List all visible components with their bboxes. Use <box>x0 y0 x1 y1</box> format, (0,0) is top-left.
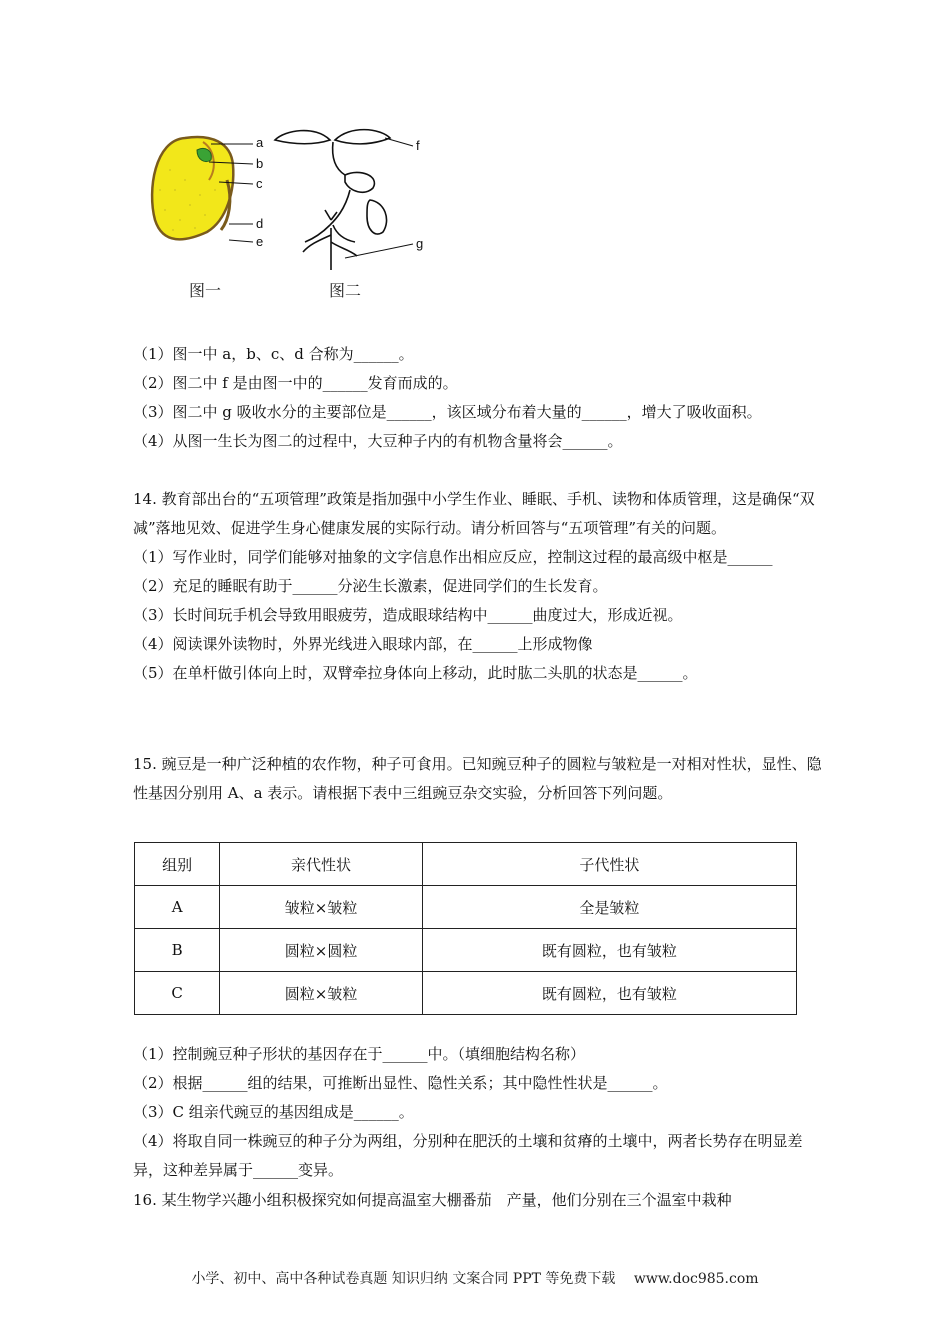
q14-item-5: （5）在单杆做引体向上时，双臂牵拉身体向上移动，此时肱二头肌的状态是______。 <box>133 664 698 682</box>
q13-item-2: （2）图二中 f 是由图一中的______发育而成的。 <box>133 374 458 392</box>
table-cell: 圆粒×皱粒 <box>220 972 422 1015</box>
q15-item-2: （2）根据______组的结果，可推断出显性、隐性关系；其中隐性性状是______。 <box>133 1074 668 1092</box>
q13-item-1: （1）图一中 a，b、c、d 合称为______。 <box>133 345 414 363</box>
q14-item-4: （4）阅读课外读物时，外界光线进入眼球内部，在______上形成物像 <box>133 635 593 653</box>
q15-item-1: （1）控制豌豆种子形状的基因存在于______中。（填细胞结构名称） <box>133 1045 586 1063</box>
table-cell: B <box>135 929 220 972</box>
q16-stem: 16. 某生物学兴趣小组积极探究如何提高温室大棚番茄 产量，他们分别在三个温室中栽种 <box>133 1191 732 1209</box>
fig1-label-a: a <box>256 135 264 150</box>
q14-item-3: （3）长时间玩手机会导致用眼疲劳，造成眼球结构中______曲度过大，形成近视。 <box>133 606 683 624</box>
table-row <box>135 886 797 929</box>
figure-1-caption: 图一 <box>189 281 222 300</box>
table-header-cell: 子代性状 <box>422 843 796 886</box>
fig1-label-e: e <box>256 234 264 249</box>
table-row <box>135 929 797 972</box>
question-15 <box>133 750 823 808</box>
table-cell: 既有圆粒，也有皱粒 <box>422 929 796 972</box>
q14-stem: 14. 教育部出台的“五项管理”政策是指加强中小学生作业、睡眠、手机、读物和体质管理，这是确保“双减”落地见效、促进学生身心健康发展的实际行动。请分析回答与“五项管理”有关的问题。 <box>133 490 815 537</box>
q13-item-4: （4）从图一生长为图二的过程中，大豆种子内的有机物含量将会______。 <box>133 432 623 450</box>
table-header-row <box>135 843 797 886</box>
figure-2-caption: 图二 <box>329 281 362 300</box>
fig1-label-c: c <box>256 176 263 191</box>
table-cell: 既有圆粒，也有皱粒 <box>422 972 796 1015</box>
question-13-items <box>133 340 823 456</box>
q15-item-3: （3）C 组亲代豌豆的基因组成是______。 <box>133 1103 414 1121</box>
figure-area <box>145 120 435 310</box>
table-row <box>135 972 797 1015</box>
q14-item-2: （2）充足的睡眠有助于______分泌生长激素，促进同学们的生长发育。 <box>133 577 608 595</box>
fig1-label-d: d <box>256 216 264 231</box>
question-15-items <box>133 1040 823 1185</box>
question-16 <box>133 1186 823 1215</box>
seedling-figure <box>275 130 413 270</box>
pea-cross-table <box>134 842 797 1015</box>
bean-seed-figure <box>152 135 264 249</box>
table-cell: 皱粒×皱粒 <box>220 886 422 929</box>
table-cell: C <box>135 972 220 1015</box>
table-header-cell: 组别 <box>135 843 220 886</box>
table-header-cell: 亲代性状 <box>220 843 422 886</box>
table-cell: A <box>135 886 220 929</box>
page-footer: 小学、初中、高中各种试卷真题 知识归纳 文案合同 PPT 等免费下载 www.doc985.com <box>191 1271 759 1287</box>
q14-item-1: （1）写作业时，同学们能够对抽象的文字信息作出相应反应，控制这过程的最高级中枢是______ <box>133 548 773 566</box>
seed-diagrams <box>145 120 435 270</box>
table-cell: 圆粒×圆粒 <box>220 929 422 972</box>
question-14 <box>133 485 823 688</box>
table-cell: 全是皱粒 <box>422 886 796 929</box>
q15-item-4: （4）将取自同一株豌豆的种子分为两组，分别种在肥沃的土壤和贫瘠的土壤中，两者长势存在明显差异，这种差异属于______变异。 <box>133 1132 803 1179</box>
fig1-label-b: b <box>256 156 264 171</box>
fig2-label-g: g <box>416 236 424 251</box>
q13-item-3: （3）图二中 g 吸收水分的主要部位是______，该区域分布着大量的______，增大了吸收面积。 <box>133 403 762 421</box>
q15-stem: 15. 豌豆是一种广泛种植的农作物，种子可食用。已知豌豆种子的圆粒与皱粒是一对相对性状，显性、隐性基因分别用 A、a 表示。请根据下表中三组豌豆杂交实验，分析回答下列问题。 <box>133 755 822 802</box>
fig2-label-f: f <box>416 138 420 153</box>
